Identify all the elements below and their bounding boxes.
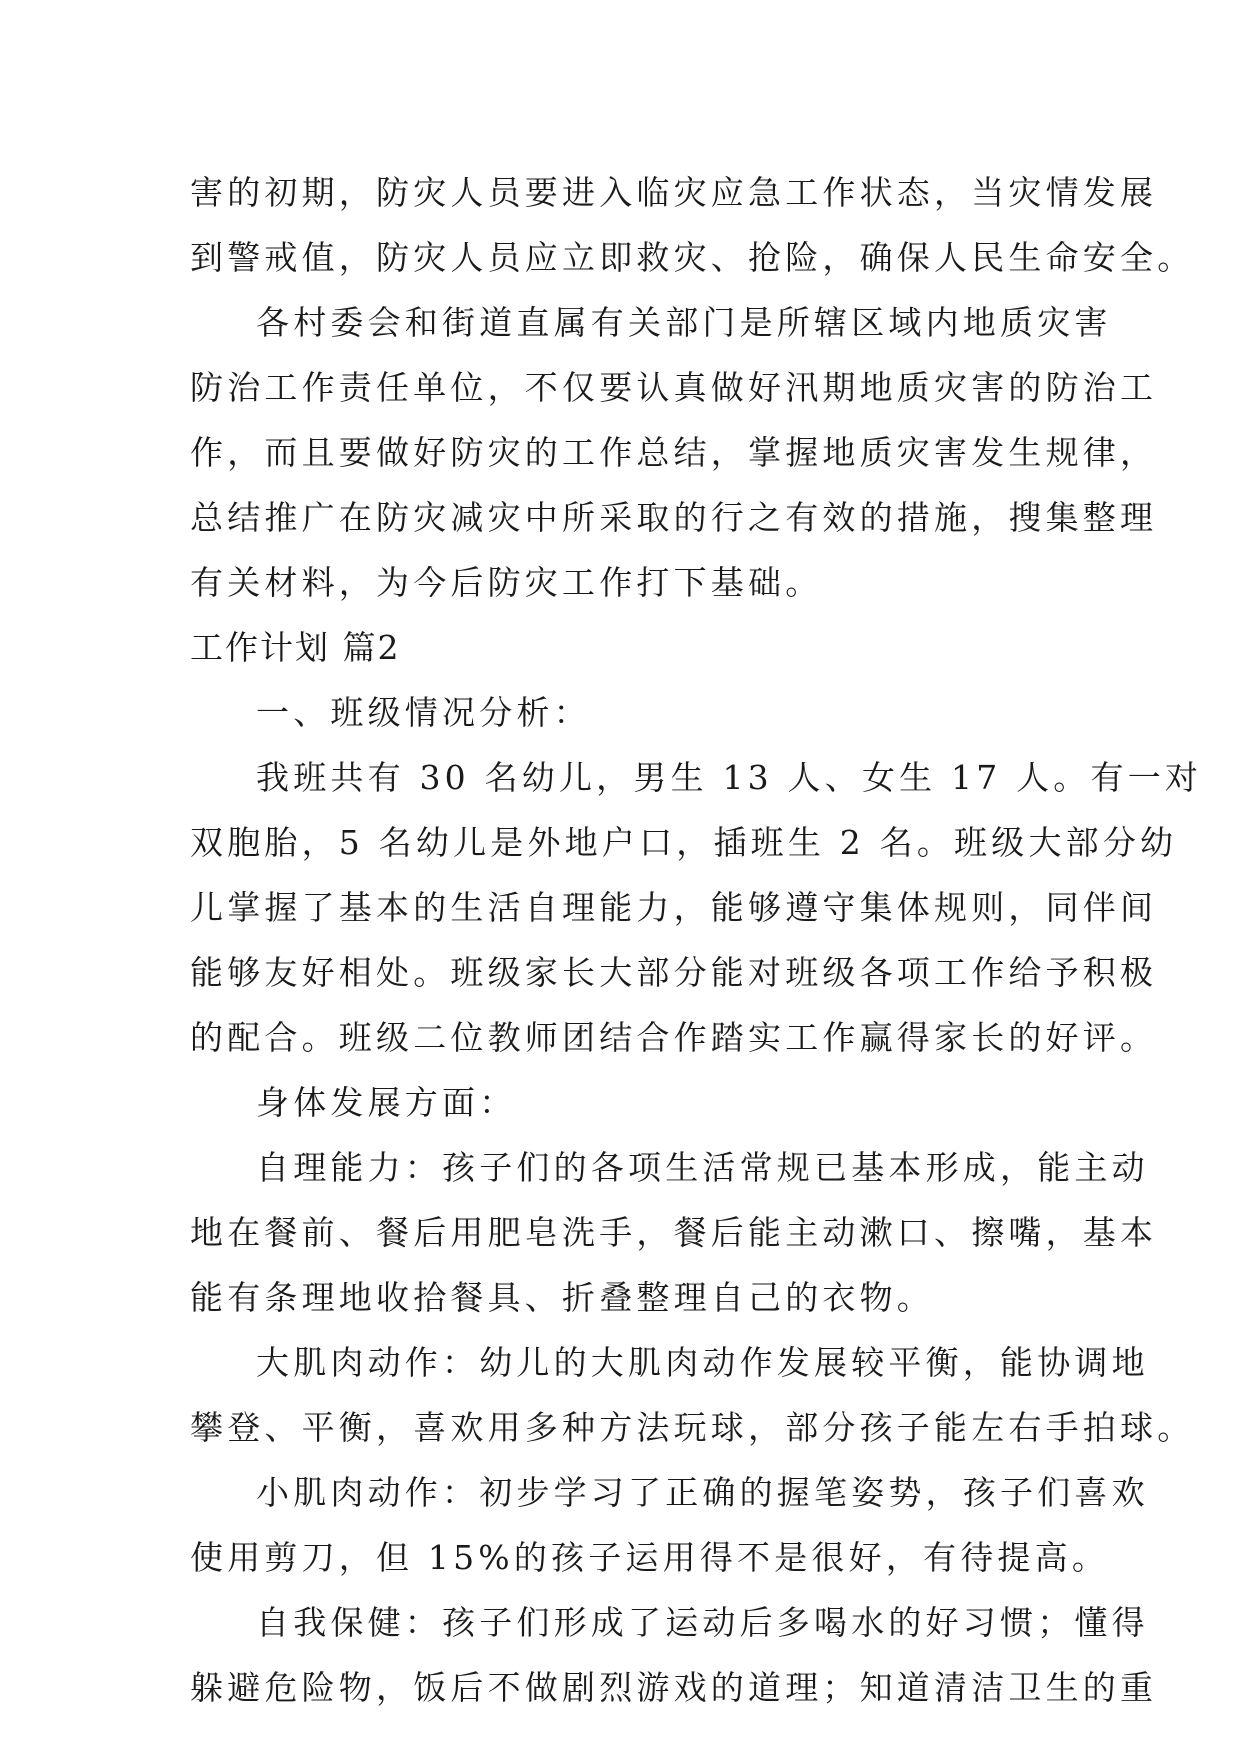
text-line: 使用剪刀，但 15%的孩子运用得不是很好，有待提高。 xyxy=(190,1538,1110,1577)
paragraph-start: 自理能力：孩子们的各项生活常规已基本形成，能主动 xyxy=(256,1148,1149,1187)
text-line: 攀登、平衡，喜欢用多种方法玩球，部分孩子能左右手拍球。 xyxy=(190,1408,1195,1447)
document-page xyxy=(190,160,1203,1720)
paragraph-start: 我班共有 30 名幼儿，男生 13 人、女生 17 人。有一对 xyxy=(256,758,1203,797)
text-line: 有关材料，为今后防灾工作打下基础。 xyxy=(190,563,823,602)
paragraph-start: 大肌肉动作：幼儿的大肌肉动作发展较平衡，能协调地 xyxy=(256,1343,1149,1382)
text-line: 儿掌握了基本的生活自理能力，能够遵守集体规则，同伴间 xyxy=(190,888,1158,927)
text-line: 到警戒值，防灾人员应立即救灾、抢险，确保人民生命安全。 xyxy=(190,238,1195,277)
text-line: 作，而且要做好防灾的工作总结，掌握地质灾害发生规律， xyxy=(190,433,1158,472)
paragraph-start: 自我保健：孩子们形成了运动后多喝水的好习惯；懂得 xyxy=(256,1603,1149,1642)
text-line: 双胞胎，5 名幼儿是外地户口，插班生 2 名。班级大部分幼 xyxy=(190,823,1178,862)
text-line: 躲避危险物，饭后不做剧烈游戏的道理；知道清洁卫生的重 xyxy=(190,1668,1158,1707)
section-heading: 工作计划 篇2 xyxy=(190,628,401,667)
text-line: 能有条理地收拾餐具、折叠整理自己的衣物。 xyxy=(190,1278,934,1317)
text-line: 地在餐前、餐后用肥皂洗手，餐后能主动漱口、擦嘴，基本 xyxy=(190,1213,1158,1252)
text-line: 总结推广在防灾减灾中所采取的行之有效的措施，搜集整理 xyxy=(190,498,1158,537)
subsection-heading: 身体发展方面： xyxy=(256,1083,517,1122)
text-line: 害的初期，防灾人员要进入临灾应急工作状态，当灾情发展 xyxy=(190,173,1158,212)
text-line: 能够友好相处。班级家长大部分能对班级各项工作给予积极 xyxy=(190,953,1158,992)
text-line: 防治工作责任单位，不仅要认真做好汛期地质灾害的防治工 xyxy=(190,368,1158,407)
subsection-heading: 一、班级情况分析： xyxy=(256,693,591,732)
paragraph-start: 小肌肉动作：初步学习了正确的握笔姿势，孩子们喜欢 xyxy=(256,1473,1149,1512)
text-line: 的配合。班级二位教师团结合作踏实工作赢得家长的好评。 xyxy=(190,1018,1158,1057)
paragraph-start: 各村委会和街道直属有关部门是所辖区域内地质灾害 xyxy=(256,303,1112,342)
